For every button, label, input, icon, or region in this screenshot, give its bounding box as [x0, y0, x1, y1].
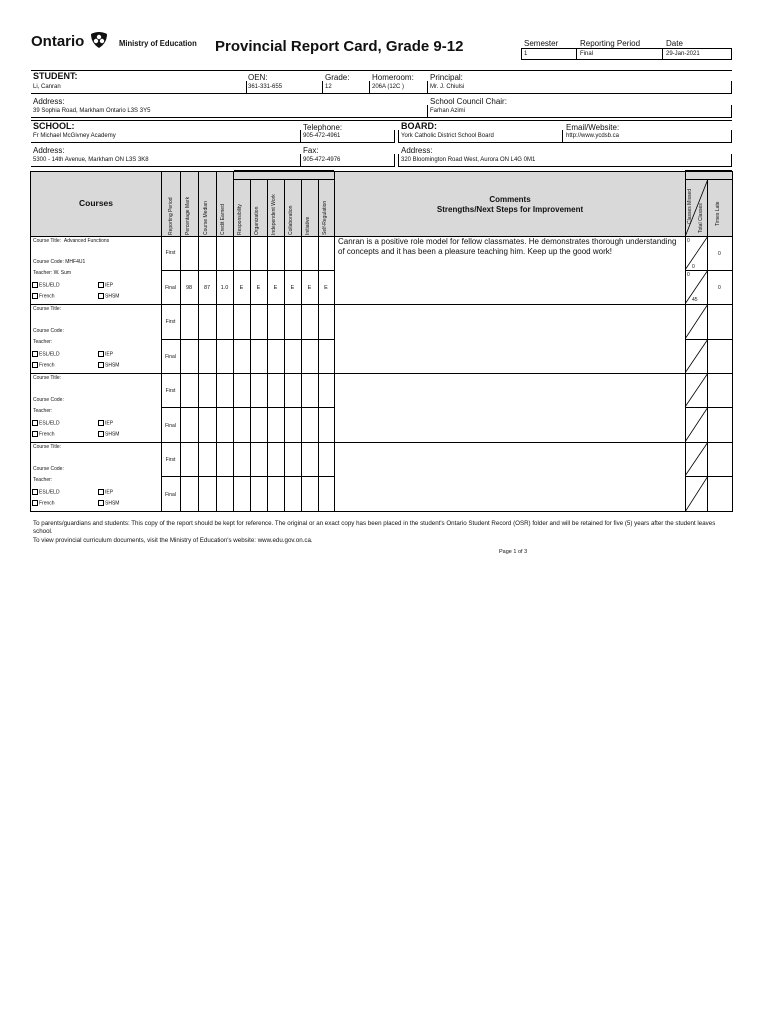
course3-title: Course Title: [33, 375, 62, 381]
school-label: SCHOOL: [33, 121, 75, 131]
course4-final-label: Final [165, 492, 176, 498]
comments-header: Comments Strengths/Next Steps for Improvement [436, 195, 584, 214]
course1-final-total: 45 [692, 297, 698, 303]
trillium-logo-icon [90, 31, 108, 49]
course1-first-total: 0 [692, 264, 695, 270]
school-name: Fr Michael McGivney Academy [33, 133, 116, 139]
page-title: Provincial Report Card, Grade 9-12 [215, 38, 464, 55]
period-label: Reporting Period [580, 39, 641, 48]
course4-shsm-checkbox[interactable]: SHSM [98, 500, 119, 506]
course1-french-checkbox[interactable]: French [32, 293, 55, 299]
telephone-label: Telephone: [303, 123, 343, 132]
course3-iep-checkbox[interactable]: IEP [98, 420, 113, 426]
col-reporting-period: Reporting Period [168, 197, 174, 235]
course1-responsibility: E [239, 285, 244, 291]
course1-initiative: E [307, 285, 312, 291]
course3-shsm-checkbox[interactable]: SHSM [98, 431, 119, 437]
student-label: STUDENT: [33, 71, 78, 81]
homeroom-label: Homeroom: [372, 73, 414, 82]
fax-value: 905-472-4976 [303, 157, 341, 163]
course1-final-late: 0 [718, 285, 721, 291]
date-value: 29-Jan-2021 [666, 51, 700, 57]
col-organization: Organization [254, 206, 260, 235]
course4-iep-checkbox[interactable]: IEP [98, 489, 113, 495]
fax-label: Fax: [303, 146, 319, 155]
course1-first-late: 0 [718, 251, 721, 257]
board-name: York Catholic District School Board [401, 133, 494, 139]
course4-code: Course Code: [33, 466, 64, 472]
principal-label: Principal: [430, 73, 463, 82]
course2-teacher: Teacher: [33, 339, 53, 345]
course3-teacher: Teacher: [33, 408, 53, 414]
course3-esl-checkbox[interactable]: ESL/ELD [32, 420, 60, 426]
school-address-label: Address: [33, 146, 65, 155]
col-times-late: Times Late [715, 201, 721, 226]
course1-percent: 98 [185, 285, 193, 291]
course2-iep-checkbox[interactable]: IEP [98, 351, 113, 357]
col-credit-earned: Credit Earned [220, 204, 226, 235]
board-label: BOARD: [401, 121, 437, 131]
course2-title: Course Title: [33, 306, 62, 312]
course1-title: Course Title: Advanced Functions [33, 238, 110, 244]
course4-title: Course Title: [33, 444, 62, 450]
course1-independent-work: E [273, 285, 278, 291]
course1-iep-checkbox[interactable]: IEP [98, 282, 113, 288]
course1-median: 87 [203, 285, 211, 291]
col-percentage-mark: Percentage Mark [185, 196, 191, 235]
col-collaboration: Collaboration [288, 205, 294, 235]
oen-value: 361-331-655 [248, 84, 283, 90]
ontario-wordmark: Ontario [31, 33, 85, 50]
course3-final-label: Final [165, 423, 176, 429]
council-label: School Council Chair: [430, 97, 507, 106]
course4-esl-checkbox[interactable]: ESL/ELD [32, 489, 60, 495]
course1-first-missed: 0 [687, 238, 690, 244]
course4-french-checkbox[interactable]: French [32, 500, 55, 506]
course2-final-label: Final [165, 354, 176, 360]
course4-first-label: First [165, 457, 176, 463]
course1-esl-checkbox[interactable]: ESL/ELD [32, 282, 60, 288]
course1-final-missed: 0 [687, 272, 690, 278]
course2-first-label: First [165, 319, 176, 325]
course3-code: Course Code: [33, 397, 64, 403]
principal-value: Mr. J. Chiulsi [430, 84, 465, 90]
course1-credit: 1.0 [220, 285, 229, 291]
course1-collaboration: E [290, 285, 295, 291]
page-number: Page 1 of 3 [499, 549, 528, 555]
course1-final-label: Final [165, 285, 176, 291]
course3-french-checkbox[interactable]: French [32, 431, 55, 437]
course2-shsm-checkbox[interactable]: SHSM [98, 362, 119, 368]
course2-french-checkbox[interactable]: French [32, 362, 55, 368]
student-address-label: Address: [33, 97, 65, 106]
student-address: 39 Sophia Road, Markham Ontario L3S 3Y5 [33, 108, 151, 114]
attendance-header-diagonal [685, 179, 708, 237]
date-label: Date [666, 39, 683, 48]
grade-label: Grade: [325, 73, 350, 82]
email-label: Email/Website: [566, 123, 620, 132]
course1-first-label: First [165, 250, 176, 256]
footer-note-curriculum: To view provincial curriculum documents, visit the Ministry of Education's website: www.edu.gov.on.ca. [33, 537, 313, 544]
board-address-label: Address: [401, 146, 433, 155]
oen-label: OEN: [248, 73, 268, 82]
col-independent-work: Independent Work [271, 194, 277, 235]
footer-note-osr: To parents/guardians and students: This copy of the report should be kept for reference. The original or an exact copy has been placed in the student's Ontario Student Record (OSR) folder and will be retained for five (5) years after the student leaves school. [33, 520, 716, 535]
col-self-regulation: Self-Regulation [322, 200, 328, 235]
board-address: 320 Bloomington Road West, Aurora ON L4G 0M1 [401, 157, 536, 163]
student-name: Li, Canran [33, 84, 61, 90]
col-total-classes: Total Classes [698, 203, 704, 233]
council-value: Farhan Azimi [430, 108, 466, 114]
school-address: 5300 - 14th Avenue, Markham ON L3S 3K8 [33, 157, 149, 163]
email-value: http://www.ycdsb.ca [566, 133, 620, 139]
col-classes-missed: Classes Missed [687, 188, 693, 224]
course1-shsm-checkbox[interactable]: SHSM [98, 293, 119, 299]
course4-teacher: Teacher: [33, 477, 53, 483]
telephone-value: 905-472-4961 [303, 133, 341, 139]
semester-value: 1 [524, 51, 528, 57]
ministry-name: Ministry of Education [119, 38, 197, 48]
course2-code: Course Code: [33, 328, 64, 334]
col-course-median: Course Median [203, 201, 209, 235]
course1-code: Course Code: MHF4U1 [33, 259, 86, 265]
course1-self-regulation: E [324, 285, 328, 291]
semester-label: Semester [524, 39, 559, 48]
course1-comment: Canran is a positive role model for fellow classmates. He demonstrates thorough understanding of concepts and it has been a pleasure teaching him. Keep up the good work! [338, 237, 677, 256]
homeroom-value: 206A (12C ) [372, 84, 405, 90]
header-info-box [521, 48, 732, 60]
course3-first-label: First [165, 388, 176, 394]
grade-value: 12 [325, 84, 332, 90]
courses-table [30, 171, 733, 512]
courses-label: Courses [78, 198, 113, 208]
course2-esl-checkbox[interactable]: ESL/ELD [32, 351, 60, 357]
course1-organization: E [256, 285, 261, 291]
col-initiative: Initiative [305, 216, 311, 235]
col-responsibility: Responsibility [237, 204, 243, 235]
period-value: Final [580, 51, 594, 57]
course1-teacher: Teacher: W. Sum [33, 270, 72, 276]
